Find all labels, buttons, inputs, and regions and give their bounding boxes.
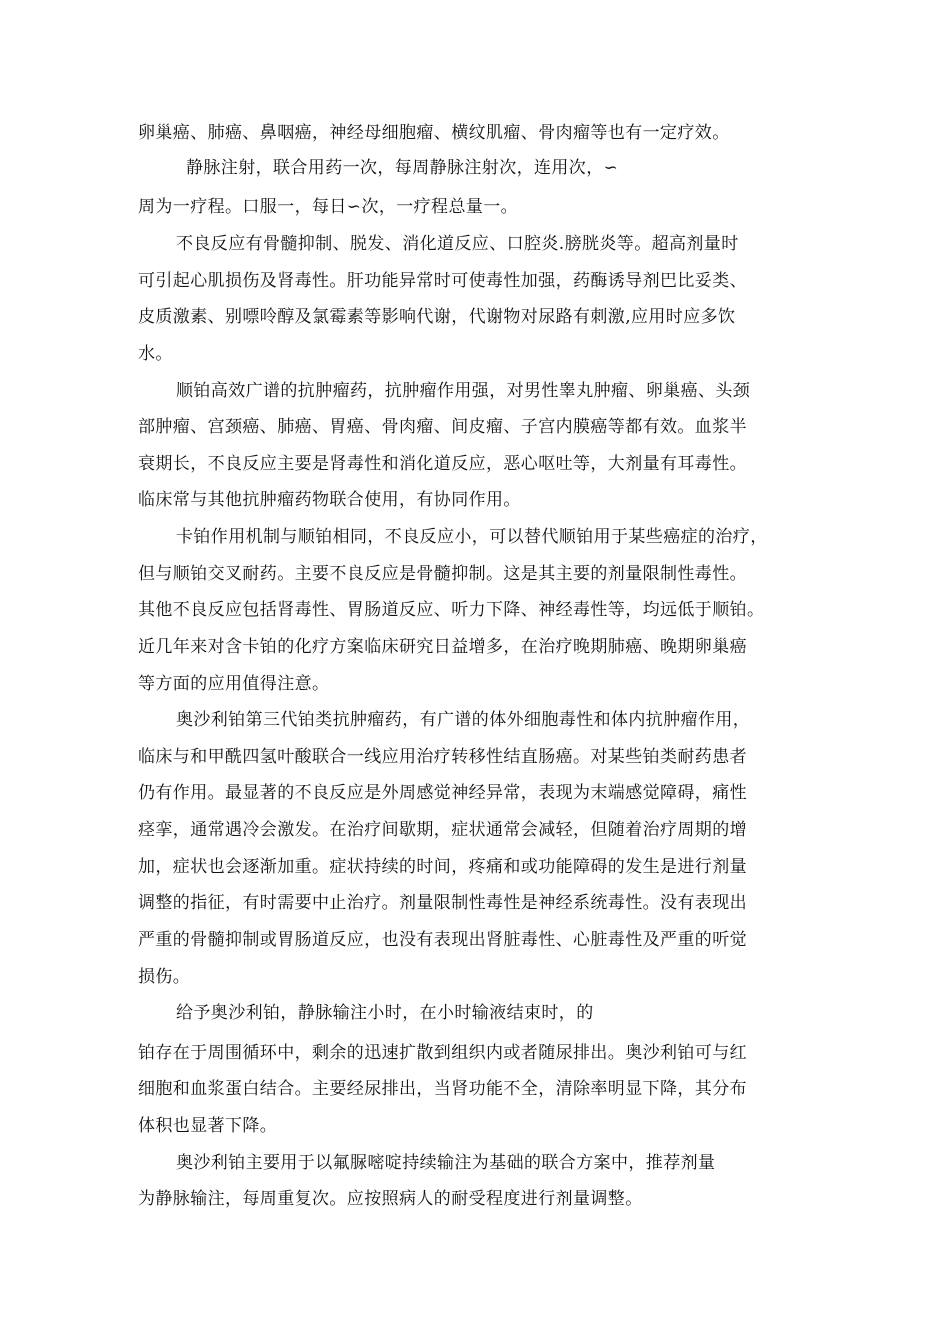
text-line: 严重的骨髓抑制或胃肠道反应，也没有表现出肾脏毒性、心脏毒性及严重的听觉 xyxy=(138,930,747,950)
text-line: 周为一疗程。口服一，每日∽次，一疗程总量一。 xyxy=(138,197,519,217)
text-line: 部肿瘤、宫颈癌、肺癌、胃癌、骨肉瘤、间皮瘤、子宫内膜癌等都有效。血浆半 xyxy=(138,417,747,437)
text-line: 临床常与其他抗肿瘤药物联合使用，有协同作用。 xyxy=(138,490,521,510)
text-line: 静脉注射，联合用药一次，每周静脉注射次，连用次，∽ xyxy=(186,158,619,178)
text-line: 损伤。 xyxy=(138,967,191,987)
text-line: 不良反应有骨髓抑制、脱发、消化道反应、口腔炎.膀胱炎等。超高剂量时 xyxy=(176,234,739,254)
text-line: 近几年来对含卡铂的化疗方案临床研究日益增多，在治疗晚期肺癌、晚期卵巢癌 xyxy=(138,637,747,657)
text-line: 衰期长，不良反应主要是肾毒性和消化道反应，恶心呕吐等，大剂量有耳毒性。 xyxy=(138,454,747,474)
text-line: 但与顺铂交叉耐药。主要不良反应是骨髓抑制。这是其主要的剂量限制性毒性。 xyxy=(138,564,747,584)
text-line: 皮质激素、别嘌呤醇及氯霉素等影响代谢，代谢物对尿路有刺激,应用时应多饮 xyxy=(138,307,736,327)
text-line: 其他不良反应包括肾毒性、胃肠道反应、听力下降、神经毒性等，均远低于顺铂。 xyxy=(138,600,765,620)
text-line: 奥沙利铂主要用于以氟脲嘧啶持续输注为基础的联合方案中，推荐剂量 xyxy=(176,1153,716,1173)
text-line: 卵巢癌、肺癌、鼻咽癌，神经母细胞瘤、横纹肌瘤、骨肉瘤等也有一定疗效。 xyxy=(138,123,730,143)
text-line: 临床与和甲酰四氢叶酸联合一线应用治疗转移性结直肠癌。对某些铂类耐药患者 xyxy=(138,747,747,767)
text-line: 调整的指征，有时需要中止治疗。剂量限制性毒性是神经系统毒性。没有表现出 xyxy=(138,893,747,913)
text-line: 加，症状也会逐渐加重。症状持续的时间，疼痛和或功能障碍的发生是进行剂量 xyxy=(138,857,747,877)
text-line: 细胞和血浆蛋白结合。主要经尿排出，当肾功能不全，清除率明显下降，其分布 xyxy=(138,1079,747,1099)
text-line: 顺铂高效广谱的抗肿瘤药，抗肿瘤作用强，对男性睾丸肿瘤、卵巢癌、头颈 xyxy=(176,381,751,401)
text-line: 体积也显著下降。 xyxy=(138,1116,278,1136)
text-line: 可引起心肌损伤及肾毒性。肝功能异常时可使毒性加强，药酶诱导剂巴比妥类、 xyxy=(138,271,747,291)
text-line: 给予奥沙利铂，静脉输注小时，在小时输液结束时，的 xyxy=(176,1003,594,1023)
text-line: 为静脉输注，每周重复次。应按照病人的耐受程度进行剂量调整。 xyxy=(138,1189,643,1209)
text-line: 铂存在于周围循环中，剩余的迅速扩散到组织内或者随尿排出。奥沙利铂可与红 xyxy=(138,1043,747,1063)
text-line: 仍有作用。最显著的不良反应是外周感觉神经异常，表现为末端感觉障碍，痛性 xyxy=(138,783,747,803)
text-line: 水。 xyxy=(138,344,173,364)
text-line: 卡铂作用机制与顺铂相同，不良反应小，可以替代顺铂用于某些癌症的治疗， xyxy=(176,527,768,547)
text-line: 痉挛，通常遇冷会激发。在治疗间歇期，症状通常会减轻，但随着治疗周期的增 xyxy=(138,820,747,840)
text-line: 等方面的应用值得注意。 xyxy=(138,674,330,694)
text-line: 奥沙利铂第三代铂类抗肿瘤药，有广谱的体外细胞毒性和体内抗肿瘤作用， xyxy=(176,710,751,730)
